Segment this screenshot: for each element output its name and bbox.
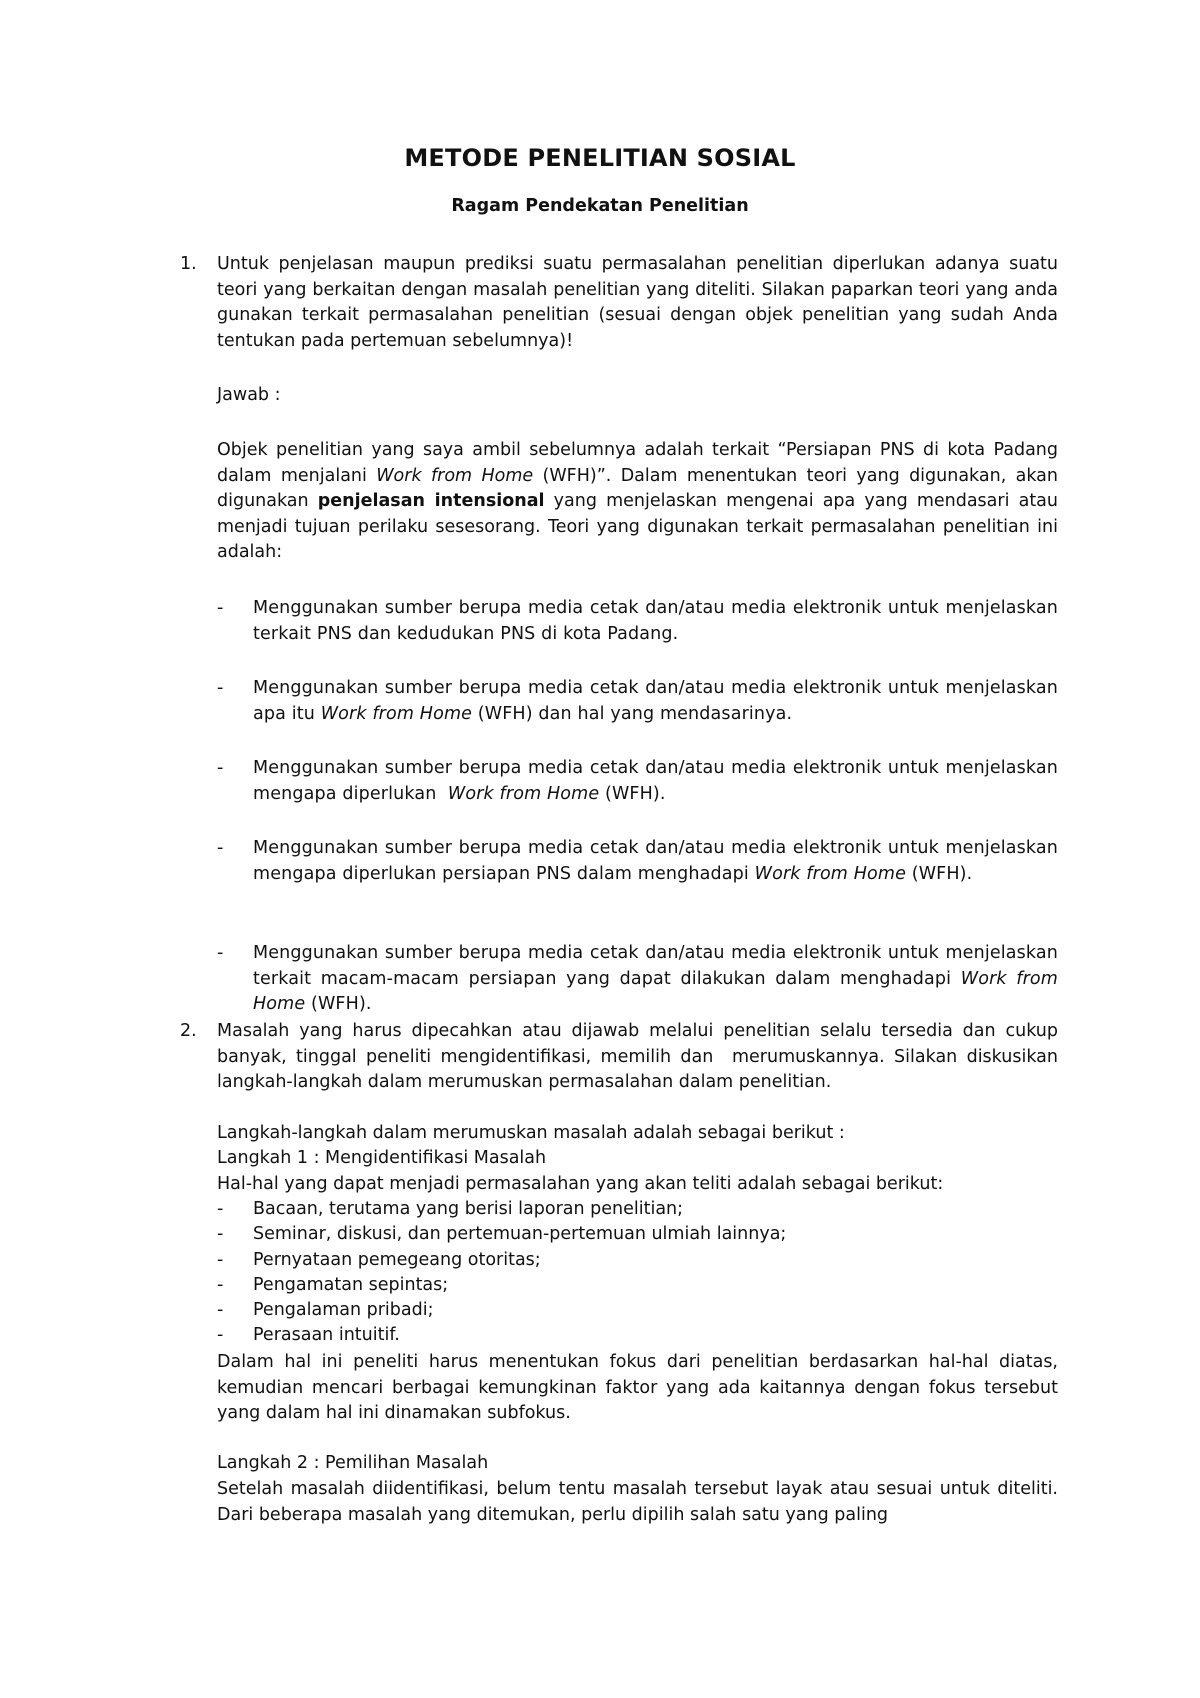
bullet-dash: - [217,758,224,778]
bullet-dash: - [217,1325,224,1345]
problem-source-item: Perasaan intuitif. [253,1325,400,1345]
document-title: METODE PENELITIAN SOSIAL [404,144,796,172]
bullet-dash: - [217,1250,224,1270]
step-1-title: Langkah 1 : Mengidentifikasi Masalah [217,1148,547,1168]
question-2-text: Masalah yang harus dipecahkan atau dijawab melalui penelitian selalu tersedia dan cukup banyak, tinggal peneliti mengidentifikasi, memilih dan merumuskannya. Silakan diskusikan langkah-langkah dalam merumuskan permasalahan dalam penelitian. [217,1021,1058,1092]
bullet-2-text-a: Menggunakan sumber berupa media cetak dan/atau media elektronik untuk menjelaskan apa itu [253,678,1058,724]
answer-intro-text-1: Objek penelitian yang saya ambil sebelumnya adalah terkait “Persiapan PNS di kota Padang dalam menjalani [217,440,1058,486]
step-2-title: Langkah 2 : Pemilihan Masalah [217,1453,489,1473]
step-1-intro: Hal-hal yang dapat menjadi permasalahan yang akan teliti adalah sebagai berikut: [217,1174,944,1194]
bullet-3-text-b: (WFH). [599,783,666,804]
steps-intro: Langkah-langkah dalam merumuskan masalah adalah sebagai berikut : [217,1123,845,1143]
answer-intro-text-3: yang menjelaskan mengenai apa yang mendasari atau menjadi tujuan perilaku sesesorang. Teori yang digunakan terkait permasalahan penelitian ini adalah: [217,491,1058,562]
question-number-2: 2. [180,1021,197,1041]
problem-source-item: Seminar, diskusi, dan pertemuan-pertemuan ulmiah lainnya; [253,1224,787,1244]
bullet-dash: - [217,1275,224,1295]
bullet-2-text-b: (WFH) dan hal yang mendasarinya. [472,703,793,724]
theory-bullet-3 [253,756,1058,807]
bullet-dash: - [217,1300,224,1320]
bullet-dash: - [217,678,224,698]
theory-bullet-4 [253,836,1058,887]
question-1-text: Untuk penjelasan maupun prediksi suatu permasalahan penelitian diperlukan adanya suatu teori yang berkaitan dengan masalah penelitian yang diteliti. Silakan paparkan teori yang anda gunakan terkait permasalahan penelitian (sesuai dengan objek penelitian yang sudah Anda tentukan pada pertemuan sebelumnya)! [217,254,1058,351]
bullet-5-text-b: (WFH). [305,994,372,1014]
bullet-dash: - [217,598,224,618]
problem-source-item: Pengamatan sepintas; [253,1275,449,1295]
bullet-dash: - [217,943,224,963]
bullet-dash: - [217,838,224,858]
answer-intro-italic: Work from Home [376,465,534,486]
bullet-5-text-a: Menggunakan sumber berupa media cetak dan/atau media elektronik untuk menjelaskan terkait macam-macam persiapan yang dapat dilakukan dalam menghadapi [253,943,1058,989]
question-number-1: 1. [180,254,197,274]
problem-source-item: Pengalaman pribadi; [253,1300,434,1320]
bullet-3-italic: Work from Home [447,783,600,804]
answer-intro-text-2: (WFH)”. Dalam menentukan teori yang digunakan, akan digunakan [217,465,1058,511]
bullet-3-text-a: Menggunakan sumber berupa media cetak dan/atau media elektronik untuk menjelaskan mengapa diperlukan [253,758,1058,804]
problem-source-item: Pernyataan pemegeang otoritas; [253,1250,541,1270]
problem-source-item: Bacaan, terutama yang berisi laporan penelitian; [253,1199,684,1219]
bullet-4-text-a: Menggunakan sumber berupa media cetak dan/atau media elektronik untuk menjelaskan mengapa diperlukan persiapan PNS dalam menghadapi [253,838,1058,884]
theory-bullet-1: Menggunakan sumber berupa media cetak dan/atau media elektronik untuk menjelaskan terkait PNS dan kedudukan PNS di kota Padang. [253,598,1058,644]
bullet-2-italic: Work from Home [320,703,473,724]
step-1-conclusion: Dalam hal ini peneliti harus menentukan fokus dari penelitian berdasarkan hal-hal diatas, kemudian mencari berbagai kemungkinan faktor yang ada kaitannya dengan fokus tersebut yang dalam hal ini dinamakan subfokus. [217,1352,1058,1423]
bullet-4-text-b: (WFH). [906,863,973,884]
answer-intro-bold: penjelasan intensional [317,491,545,511]
answer-label: Jawab : [217,385,281,405]
bullet-5-italic: Work from Home [253,968,1058,1014]
bullet-dash: - [217,1224,224,1244]
theory-bullet-2 [253,676,1058,727]
step-2-text: Setelah masalah diidentifikasi, belum tentu masalah tersebut layak atau sesuai untuk diteliti. Dari beberapa masalah yang ditemukan, perlu dipilih salah satu yang paling [217,1479,1058,1525]
bullet-4-italic: Work from Home [754,863,906,884]
bullet-dash: - [217,1199,224,1219]
document-subtitle: Ragam Pendekatan Penelitian [451,196,749,216]
theory-bullet-5 [253,941,1058,1018]
answer-intro-paragraph [217,438,1058,566]
